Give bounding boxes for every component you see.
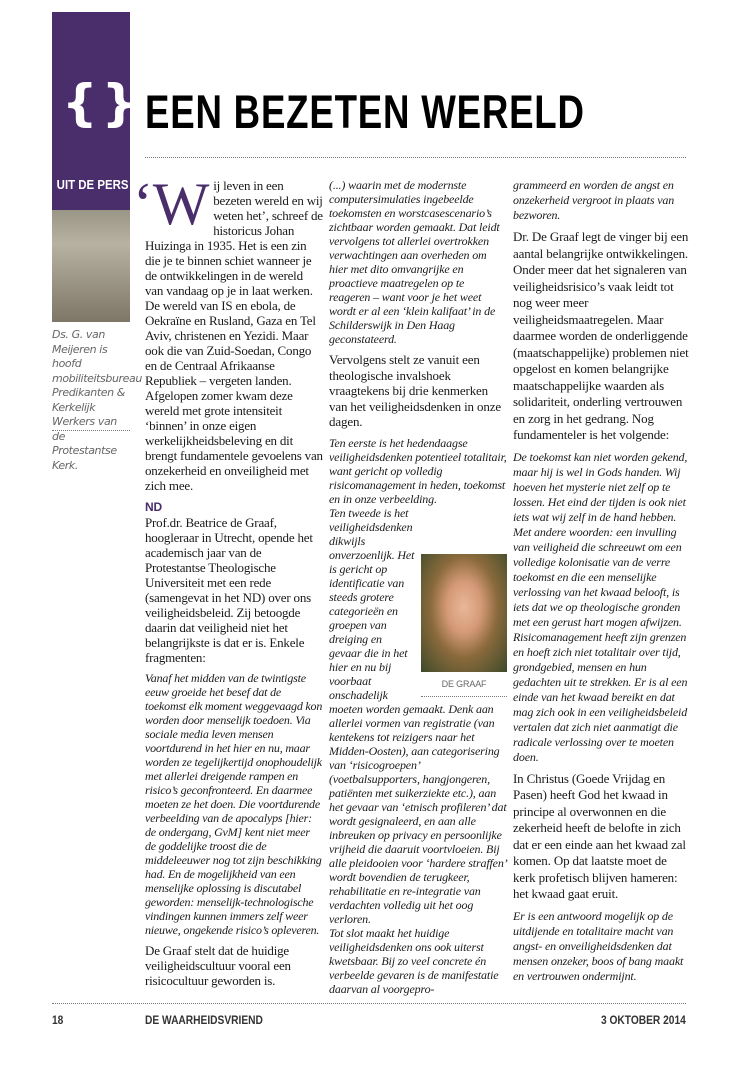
article-column-1 — [133, 171, 323, 994]
source-text: Prof.dr. Beatrice de Graaf, hoogleraar in Utrecht, opende het academisch jaar van de Protestantse Theologische Universiteit met een rede (samengevat in het ND) over ons veiligheidsbeleid. Zij betoogde daarin dat veiligheid niet het belangrijkste is dat er is. Enkele fragmenten: — [145, 515, 313, 665]
quote-paragraph: grammeerd en worden de angst en onzekerheid vergroot in plaats van bezworen. — [513, 178, 675, 222]
quote-paragraph: De toekomst kan niet worden gekend, maar hij is wel in Gods handen. Wij hoeven het mysterie niet zelf op te lossen. Het eind der tijden is ook niet iets wat wij zelf in de hand hebben. Met andere woorden: een invulling van veiligheid die schreeuwt om een volledige kolonisatie van de verre toekomst en die een menselijke verlossing van het kwaad belooft, is iets dat we op theologische gronden met een gerust hart mogen afwijzen. Risicomanagement heeft zijn grenzen en hoeft zich niet totalitair over tijd, grondgebied, mensen en hun gedachten uit te strekken. Er is al een einde van het kwaad bereikt en dat mag zich ook in een veiligheidsbeleid vertalen dat zich niet aanmatigt die radicale verlossing over te moeten doen. — [513, 449, 688, 764]
page-number: 18 — [52, 1013, 64, 1027]
section-label: UIT DE PERS — [56, 177, 129, 192]
source-paragraph — [145, 499, 323, 665]
quote-text: Ten tweede is het veiligheidsdenken dikwijls onverzoenlijk. Het is gericht op identificatie van steeds grotere categorieën en groepen van dreiging en gevaar die in het hier en nu bij voorbaat onschadelijk moeten worden gemaakt. Denk aan allerlei vormen van registratie (van kentekens tot reizigers naar het Midden-Oosten), aan categorisering van ‘risicogroepen’ (voetbalsupporters, hangjongeren, patiënten met suikerziekte etc.), aan het gevaar van ‘etnisch profileren’ dat wordt gesignaleerd, en aan alle inbreuken op privacy en persoonlijke vrijheid die daaruit voortvloeien. Bij alle pleidooien voor ‘hardere straffen’ wordt bovendien de terugkeer, rehabilitatie en re-integratie van verdachten volledig uit het oog verloren. — [329, 505, 507, 926]
publication-name: DE WAARHEIDSVRIEND — [145, 1013, 263, 1027]
title-divider — [145, 157, 686, 158]
page-title: EEN BEZETEN WERELD — [145, 85, 585, 138]
issue-date: 3 OKTOBER 2014 — [601, 1013, 686, 1027]
quote-paragraph: Ten eerste is het hedendaagse veiligheidsdenken potentieel totalitair, want gericht op volledig risicomanagement in heden, toekomst en in onze verbeelding. — [329, 435, 507, 506]
body-paragraph: Dr. De Graaf legt de vinger bij een aantal belangrijke ontwikkelingen. Onder meer dat het signaleren van veiligheidsrisico’s vaak leidt tot nog weer meer veiligheidsmaatregelen. Maar daarmee worden de onderliggende (maatschappelijke) problemen niet opgelost en komen belangrijke maatschappelijke waarden als solidariteit, onderling vertrouwen en zorg in het gedrang. Nog fundamenteler is het volgende: — [513, 229, 689, 442]
degraaf-figure — [421, 554, 507, 697]
quote-paragraph: (...) waarin met de modernste computersimulaties ingebeelde toekomsten en worstcasescenario’s zichtbaar worden gemaakt. Dat leidt vervolgens tot allerlei overtrokken verwachtingen aan overheden om hier met dito omvangrijke en proactieve maatregelen op te reageren – want voor je het weet wordt er al een ‘klein kalifaat’ in de Schilderswijk in Den Haag geconstateerd. — [329, 178, 500, 346]
article-column-3 — [513, 178, 691, 990]
quote-paragraph: Tot slot maakt het huidige veiligheidsdenken ons ook uiterst kwetsbaar. Bij zo veel concrete én verbeelde gevaren is de manifestatie daarvan al voorgepro- — [329, 925, 499, 996]
author-caption: Ds. G. van Meijeren is hoofd mobiliteitsbureau Predikanten & Kerkelijk Werkers van de Protestantse Kerk. — [52, 328, 142, 472]
body-paragraph: In Christus (Goede Vrijdag en Pasen) heeft God het kwaad in principe al overwonnen en die zekerheid heeft de belofte in zich dat er een einde aan het kwaad zal komen. Op dat laatste moet de kerk profetisch blijven hameren: het kwaad gaat eruit. — [513, 770, 686, 901]
intro-text: ij leven in een bezeten wereld en wij weten het’, schreef de historicus Johan Huizinga in 1935. Het is een zin die je te binnen schiet wanneer je de ontwikkelingen in de wereld van vandaag op je in laat werken. De wereld van IS en ebola, de Oekraïne en Rusland, Gaza en Tel Aviv, christenen en Yezidi. Maar ook die van Zuid-Soedan, Congo en de Centraal Afrikaanse Republiek – vergeten landen. Afgelopen zomer kwam deze wereld met grote intensiteit ‘binnen’ in onze eigen werkelijkheidsbeleving en dit brengt fundamentele gevoelens van onzekerheid en onveiligheid met zich mee. — [145, 178, 323, 493]
header-color-bar — [52, 12, 142, 165]
article-column-2 — [329, 178, 507, 996]
author-photo — [52, 210, 130, 322]
intro-paragraph — [133, 171, 323, 493]
degraaf-caption: DE GRAAF — [421, 678, 507, 697]
source-heading: ND — [145, 500, 162, 514]
quote-paragraph: Vanaf het midden van de twintigste eeuw groeide het besef dat de toekomst elk moment weggevaagd kon worden door menselijk toedoen. Via sociale media leven mensen voortdurend in het hier en nu, maar worden ze tegelijkertijd onophoudelijk met allerlei dreigende rampen en risico’s geconfronteerd. En daarmee moeten ze het doen. Die voortdurende verbeelding van de apocalyps [hier: de ondergang, GvM] kent niet meer de goddelijke troost die de middeleeuwer nog tot zijn beschikking had. En de mogelijkheid van een menselijke oplossing is discutabel geworden: menselijk-technologische vindingen kunnen immers zelf weer nieuwe, ongekende risico’s opleveren. — [145, 671, 323, 937]
quote-paragraph — [329, 506, 507, 926]
caption-divider — [52, 430, 130, 431]
body-paragraph: De Graaf stelt dat de huidige veiligheidscultuur vooral een risicocultuur geworden is. — [145, 943, 291, 988]
footer-divider — [52, 1003, 686, 1004]
drop-cap: ‘W — [133, 171, 210, 237]
degraaf-photo — [421, 554, 507, 672]
quote-paragraph: Er is een antwoord mogelijk op de uitdijende en totalitaire macht van angst- en onveiligheidsdenken dat mensen onzeker, boos of bang maakt en vertrouwen ondermijnt. — [513, 908, 684, 983]
body-paragraph: Vervolgens stelt ze vanuit een theologische invalshoek vraagtekens bij drie kenmerken van het veiligheidsdenken in onze dagen. — [329, 352, 501, 429]
section-banner — [52, 165, 130, 210]
curly-braces-icon: {} — [62, 74, 142, 132]
